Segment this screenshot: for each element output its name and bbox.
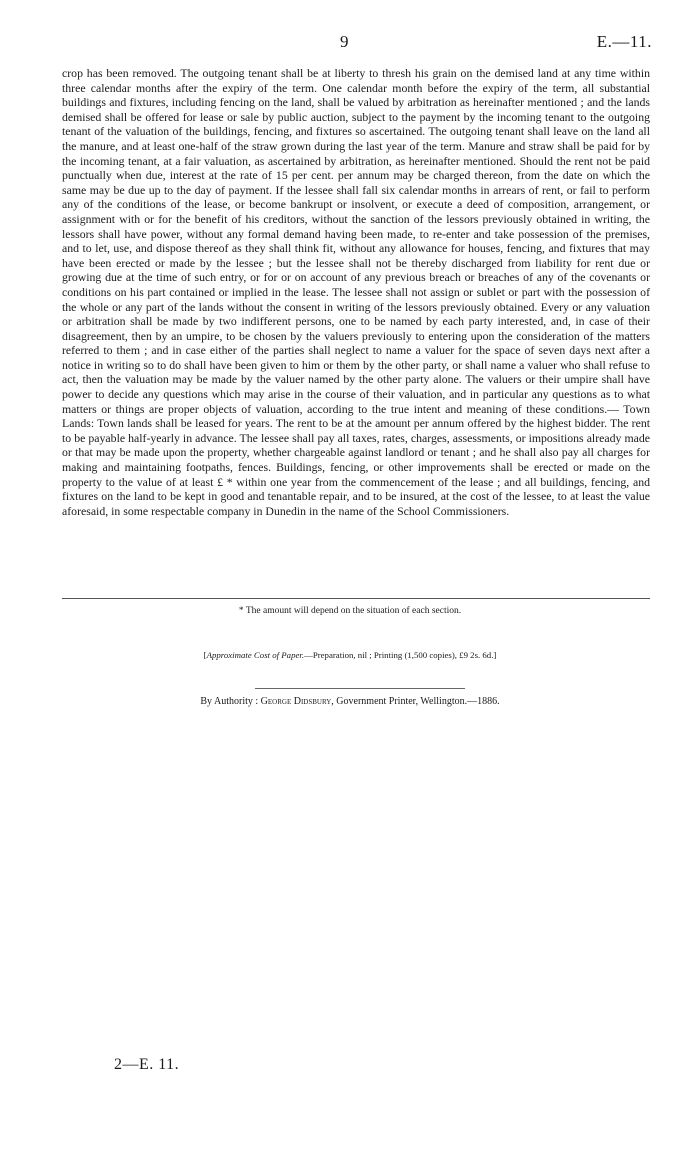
footnote: * The amount will depend on the situation of each section. — [238, 606, 462, 616]
printer-name: George Didsbury — [260, 696, 332, 707]
page-number: 9 — [340, 32, 349, 51]
imprint-prefix: By Authority : — [200, 696, 259, 707]
signature-mark: 2—E. 11. — [114, 1056, 180, 1073]
cost-note-label: Approximate Cost of Paper. — [206, 650, 305, 660]
footnote-divider — [62, 598, 650, 599]
imprint-suffix: , Government Printer, Wellington.—1886. — [331, 696, 500, 707]
printer-imprint — [0, 696, 700, 707]
body-paragraph: crop has been removed. The outgoing tenant shall be at liberty to thresh his grain on the demised land at any time within three calendar months after the expiry of the term. One calendar month before the expiry of the term, all substantial buildings and fixtures, including fencing on the land, shall be valued by arbitration as hereinafter mentioned ; and the lands demised shall be offered for lease or sale by public auction, subject to the payment by the incoming tenant to the outgoing tenant of the valuation of the buildings, fencing, and fixtures so ascertained. The outgoing tenant shall leave on the land all the manure, and at least one-half of the straw grown during the last year of the term. Manure and straw shall be paid for by the incoming tenant, at a fair valuation, as ascertained by arbitration, as hereinafter mentioned. Should the rent not be paid punctually when due, interest at the rate of 15 per cent. per annum may be charged thereon, from the date on which the same may be due up to the day of payment. If the lessee shall fall six calendar months in arrears of rent, or fail to perform any of the conditions of the lease, or become bankrupt or insolvent, or execute a deed of composition, arrangement, or assignment with or for the benefit of his creditors, without the sanction of the lessors previously obtained in writing, the lessors shall have power, without any formal demand having been made, to re-enter and take possession of the premises, and to let, use, and dispose thereof as they shall think fit, without any allowance for houses, fencing, and fixtures that may have been erected or made by the lessee ; but the lessee shall not be thereby discharged from liability for rent due or growing due at the time of such entry, or for or on account of any previous breach or breaches of any of the covenants or conditions on his part contained or implied in the lease. The lessee shall not assign or sublet or part with the possession of the whole or any part of the lands without the consent in writing of the lessors previously obtained. Every or any valuation or arbitration shall be made by two indifferent persons, one to be named by each party interested, and, in case of their disagreement, then by an umpire, to be chosen by the valuers previously to entering upon the consideration of the matters referred to them ; and in case either of the parties shall neglect to name a valuer for the space of seven days next after a notice in writing so to do shall have been given to him or them by the other party, or shall name a valuer who shall refuse to act, then the valuation may be made by the valuer named by the other party alone. The valuers or their umpire shall have power to decide any questions which may arise in the course of their valuation, and in particular any questions as to what matters or things are proper objects of valuation, according to the true intent and meaning of these conditions.— Town Lands: Town lands shall be leased for years. The rent to be at the amount per annum offered by the highest bidder. The rent to be payable half-yearly in advance. The lessee shall pay all taxes, rates, charges, assessments, or impositions already made or that may be made upon the property, whether chargeable against landlord or tenant ; and he shall also pay all charges for making and maintaining footpaths, fences. Buildings, fencing, or other improvements shall be erected or made on the property to the value of at least £ * within one year from the commencement of the lease ; and all buildings, fencing, and fixtures on the land to be kept in good and tenantable repair, and to be insured, at the cost of the lessee, to at least the value aforesaid, in some respectable company in Dunedin in the name of the School Commissioners. — [62, 66, 650, 518]
document-reference: E.—11. — [596, 32, 652, 51]
cost-note: [Approximate Cost of Paper.—Preparation, nil ; Printing (1,500 copies), £9 2s. 6d.] — [203, 650, 497, 660]
cost-note-text: —Preparation, nil ; Printing (1,500 copies), £9 2s. 6d. — [304, 650, 494, 660]
imprint-divider — [255, 688, 465, 689]
